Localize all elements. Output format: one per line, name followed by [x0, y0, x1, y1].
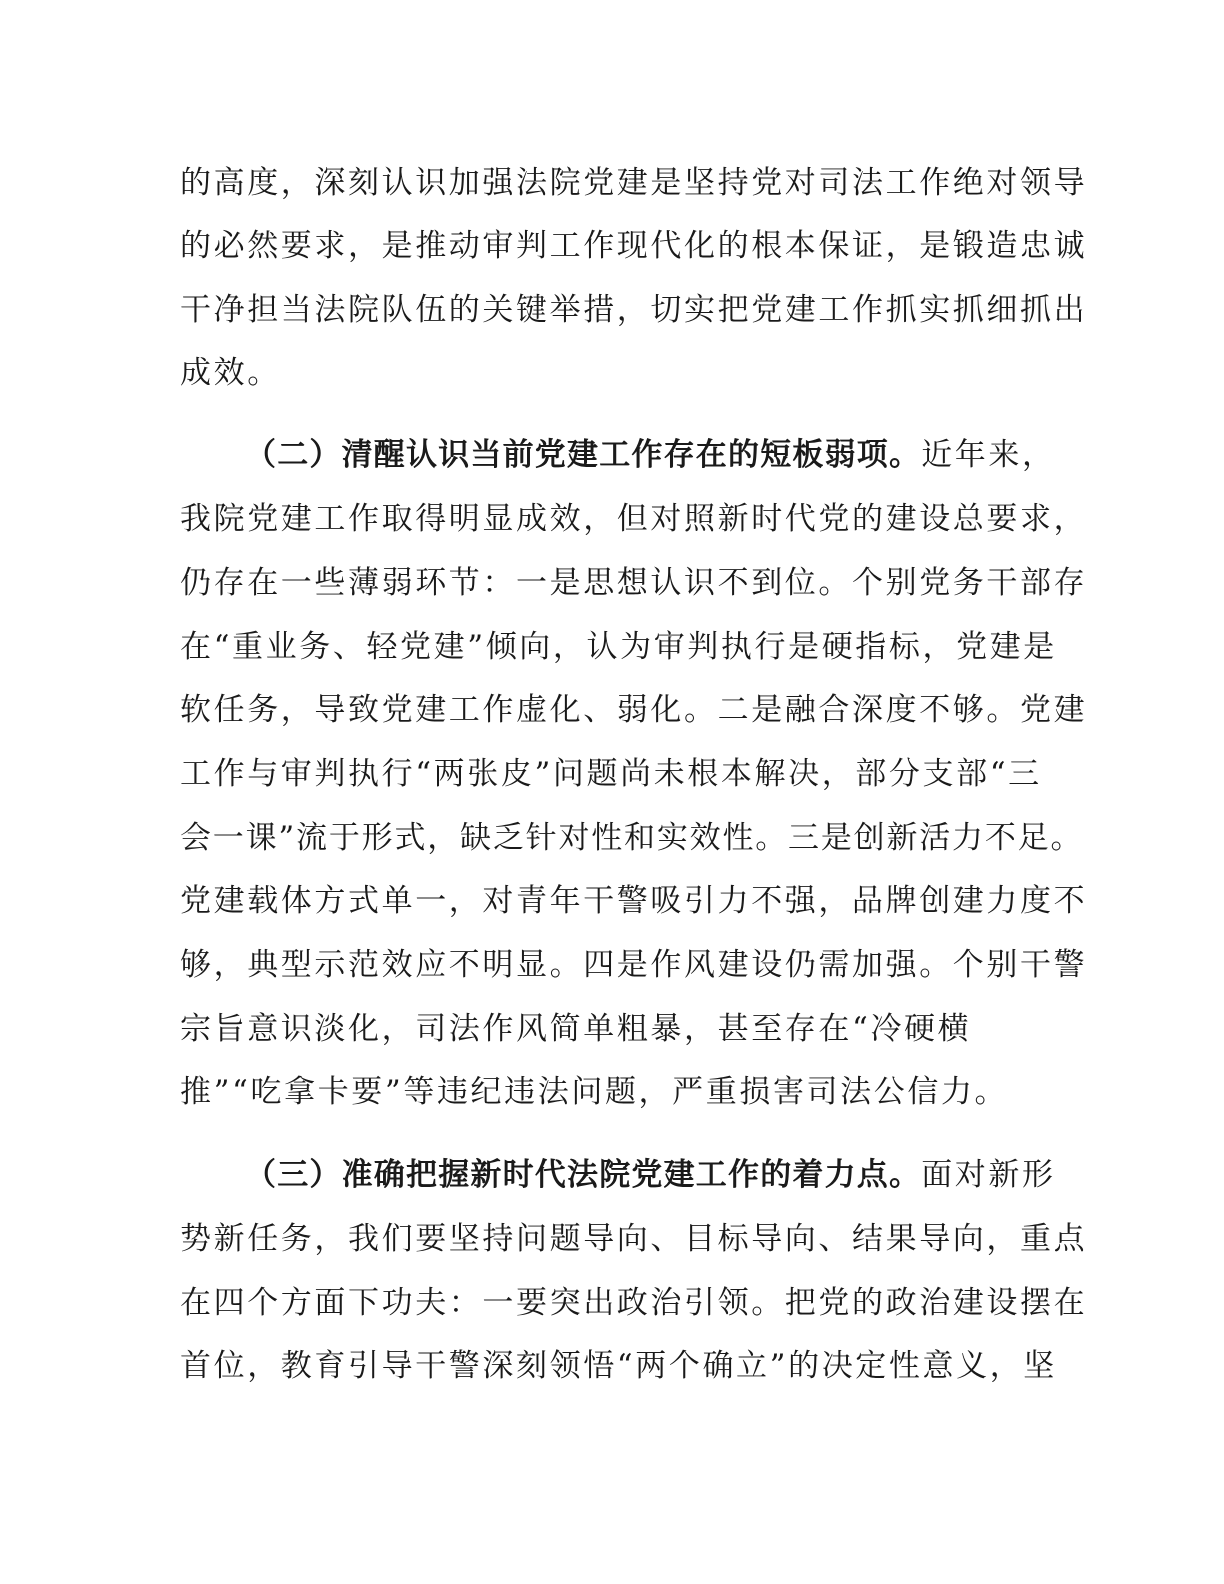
text-line: 在“重业务、轻党建”倾向，认为审判执行是硬指标，党建是	[180, 629, 1057, 665]
text-run: 近年来，	[921, 437, 1056, 473]
text-line: 干净担当法院队伍的关键举措，切实把党建工作抓实抓细抓出	[180, 292, 1088, 328]
text-line: 成效。	[180, 355, 281, 391]
text-line: 仍存在一些薄弱环节：一是思想认识不到位。个别党务干部存	[180, 565, 1088, 601]
section-heading-line	[245, 1155, 1056, 1195]
text-line: 的高度，深刻认识加强法院党建是坚持党对司法工作绝对领导	[180, 165, 1088, 201]
text-line: 党建载体方式单一，对青年干警吸引力不强，品牌创建力度不	[180, 883, 1088, 919]
text-run: 面对新形	[921, 1157, 1056, 1193]
text-line: 在四个方面下功夫：一要突出政治引领。把党的政治建设摆在	[180, 1285, 1088, 1321]
text-line: 我院党建工作取得明显成效，但对照新时代党的建设总要求，	[180, 501, 1088, 537]
text-line: 宗旨意识淡化，司法作风简单粗暴，甚至存在“冷硬横	[180, 1011, 972, 1047]
section-heading-line	[245, 435, 1056, 475]
text-line: 的必然要求，是推动审判工作现代化的根本保证，是锻造忠诚	[180, 228, 1088, 264]
text-line: 首位，教育引导干警深刻领悟“两个确立”的决定性意义，坚	[180, 1348, 1057, 1384]
text-line: 软任务，导致党建工作虚化、弱化。二是融合深度不够。党建	[180, 692, 1088, 728]
text-line: 会一课”流于形式，缺乏针对性和实效性。三是创新活力不足。	[180, 820, 1084, 856]
text-line: 推”“吃拿卡要”等违纪违法问题，严重损害司法公信力。	[180, 1074, 1009, 1110]
section-heading-3: （三）准确把握新时代法院党建工作的着力点。	[245, 1157, 922, 1193]
text-line: 工作与审判执行“两张皮”问题尚未根本解决，部分支部“三	[180, 756, 1042, 792]
text-line: 势新任务，我们要坚持问题导向、目标导向、结果导向，重点	[180, 1221, 1088, 1257]
section-heading-2: （二）清醒认识当前党建工作存在的短板弱项。	[245, 437, 922, 473]
text-line: 够，典型示范效应不明显。四是作风建设仍需加强。个别干警	[180, 947, 1088, 983]
